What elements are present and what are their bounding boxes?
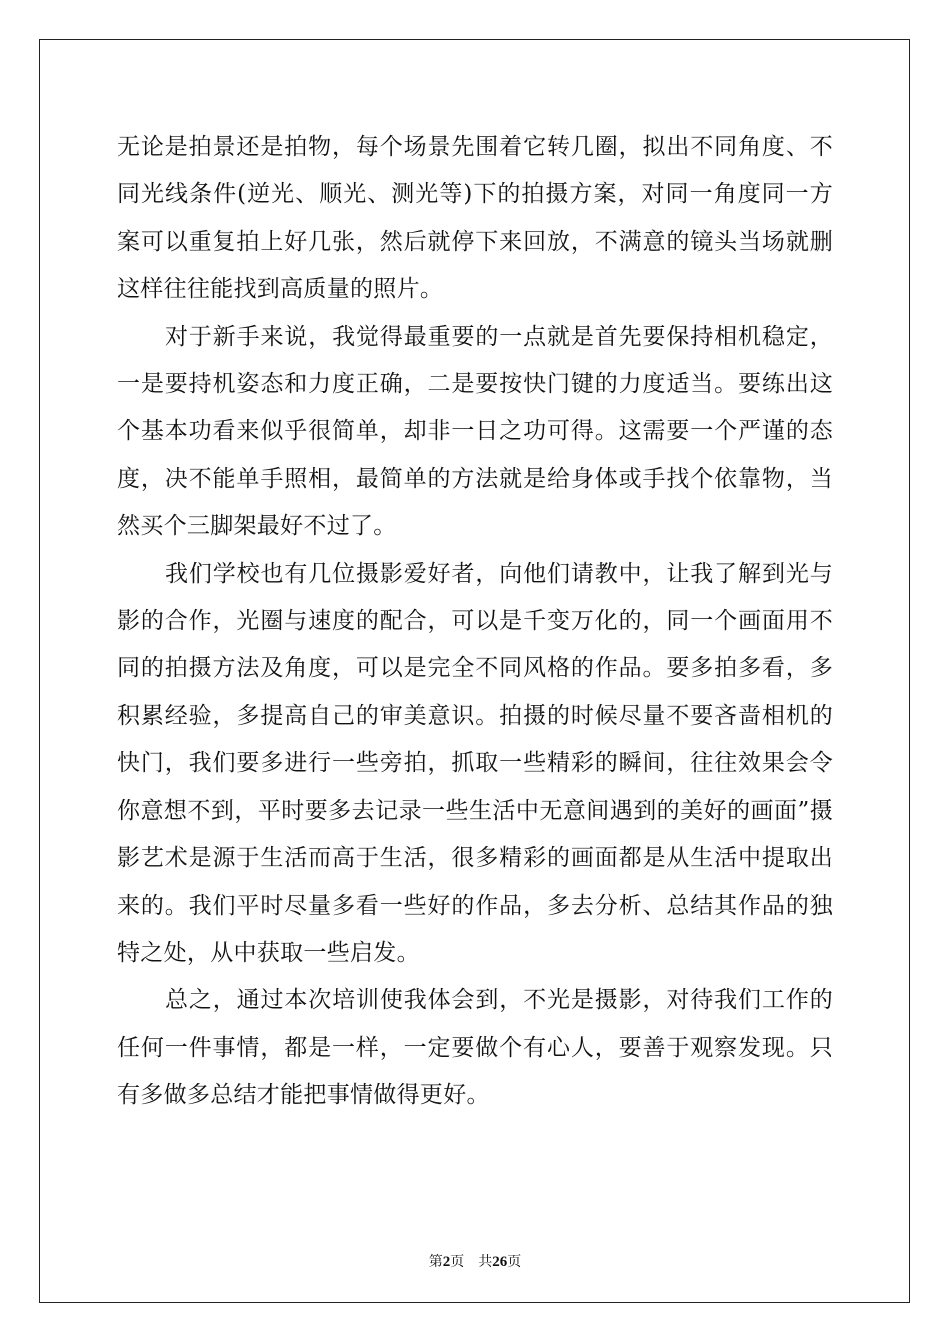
page-prefix: 第 — [428, 1254, 443, 1270]
document-body — [117, 124, 833, 1120]
page-number: 2 — [442, 1254, 451, 1270]
total-pages: 26 — [492, 1254, 508, 1270]
page-suffix: 页 — [450, 1254, 465, 1270]
paragraph-1: 无论是拍景还是拍物，每个场景先围着它转几圈，拟出不同角度、不同光线条件(逆光、顺光、测光等)下的拍摄方案，对同一角度同一方案可以重复拍上好几张，然后就停下来回放，不满意的镜头当场就删这样往往能找到高质量的照片。 — [117, 134, 833, 303]
total-prefix: 共 — [478, 1254, 493, 1270]
paragraph-4: 总之，通过本次培训使我体会到，不光是摄影，对待我们工作的任何一件事情，都是一样，一定要做个有心人，要善于观察发现。只有多做多总结才能把事情做得更好。 — [117, 987, 833, 1109]
page-footer — [0, 1251, 950, 1271]
paragraph-2: 对于新手来说，我觉得最重要的一点就是首先要保持相机稳定，一是要持机姿态和力度正确，二是要按快门键的力度适当。要练出这个基本功看来似乎很简单，却非一日之功可得。这需要一个严谨的态度，决不能单手照相，最简单的方法就是给身体或手找个依靠物，当然买个三脚架最好不过了。 — [117, 323, 833, 540]
total-suffix: 页 — [507, 1254, 522, 1270]
paragraph-3: 我们学校也有几位摄影爱好者，向他们请教中，让我了解到光与影的合作，光圈与速度的配合，可以是千变万化的，同一个画面用不同的拍摄方法及角度，可以是完全不同风格的作品。要多拍多看，多积累经验，多提高自己的审美意识。拍摄的时候尽量不要吝啬相机的快门，我们要多进行一些旁拍，抓取一些精彩的瞬间，往往效果会令你意想不到，平时要多去记录一些生活中无意间遇到的美好的画面”摄影艺术是源于生活而高于生活，很多精彩的画面都是从生活中提取出来的。我们平时尽量多看一些好的作品，多去分析、总结其作品的独特之处，从中获取一些启发。 — [117, 560, 833, 966]
